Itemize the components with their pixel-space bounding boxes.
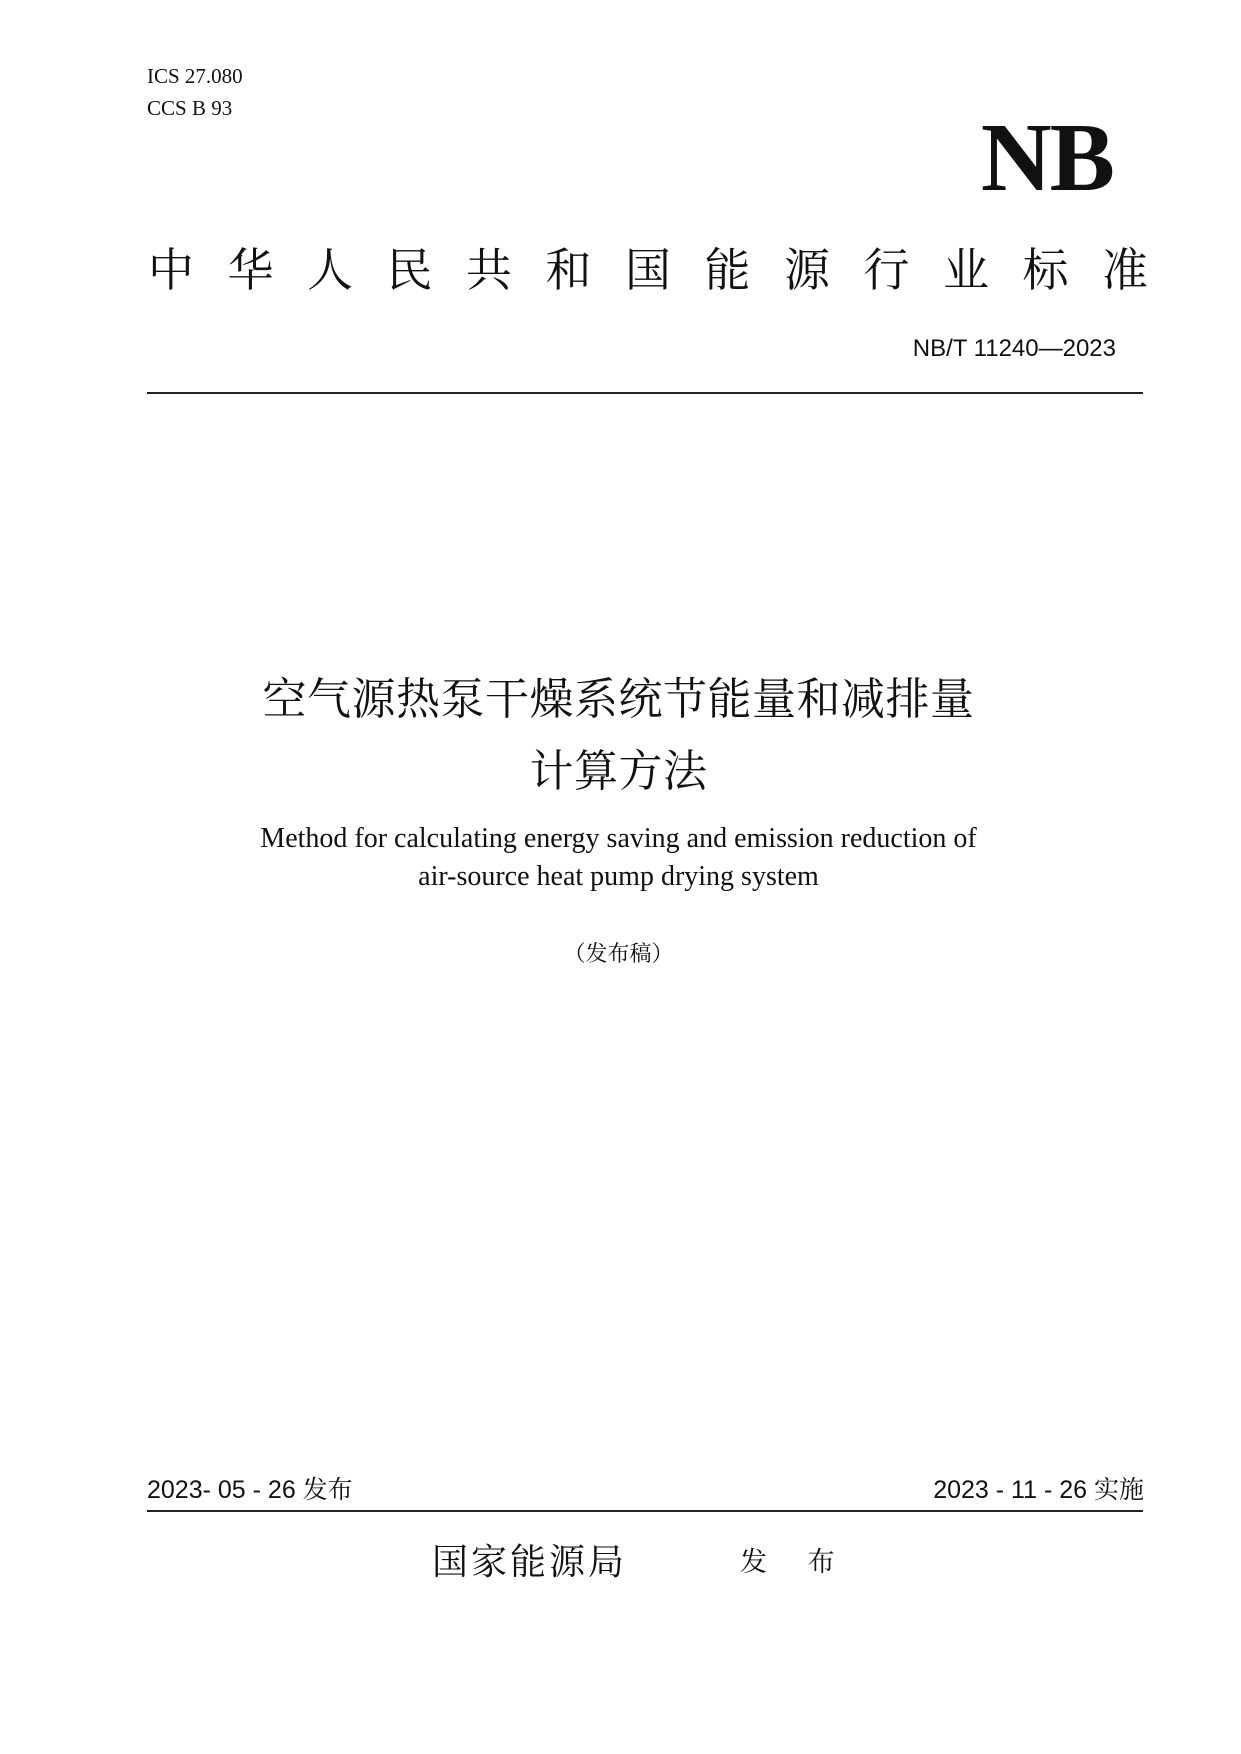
nb-logo: NB — [980, 104, 1113, 212]
top-divider — [147, 392, 1143, 394]
implementation-suffix: 实施 — [1093, 1475, 1144, 1504]
implementation-date-line — [933, 1473, 1144, 1507]
chinese-title — [120, 664, 1117, 808]
ics-code: ICS 27.080 — [147, 64, 243, 88]
issue-date-line — [147, 1473, 353, 1507]
issue-date: 2023- 05 - 26 — [147, 1476, 296, 1504]
ccs-code: CCS B 93 — [147, 96, 233, 120]
publish-label: 发 布 — [740, 1547, 851, 1578]
issuing-authority: 国家能源局 — [432, 1542, 628, 1583]
standard-number: NB/T 11240—2023 — [912, 335, 1116, 362]
implementation-date: 2023 - 11 - 26 — [933, 1476, 1088, 1504]
issue-suffix: 发布 — [302, 1475, 353, 1504]
english-title — [120, 820, 1117, 896]
draft-status: （发布稿） — [563, 942, 674, 967]
english-title-line-1: Method for calculating energy saving and emission reduction of — [260, 823, 977, 854]
chinese-title-line-2: 计算方法 — [529, 746, 708, 797]
english-title-line-2: air-source heat pump drying system — [418, 861, 819, 892]
bottom-divider — [147, 1510, 1143, 1512]
standard-category-name: 中华人民共和国能源行业标准 — [148, 243, 1182, 297]
chinese-title-line-1: 空气源热泵干燥系统节能量和减排量 — [262, 674, 975, 725]
